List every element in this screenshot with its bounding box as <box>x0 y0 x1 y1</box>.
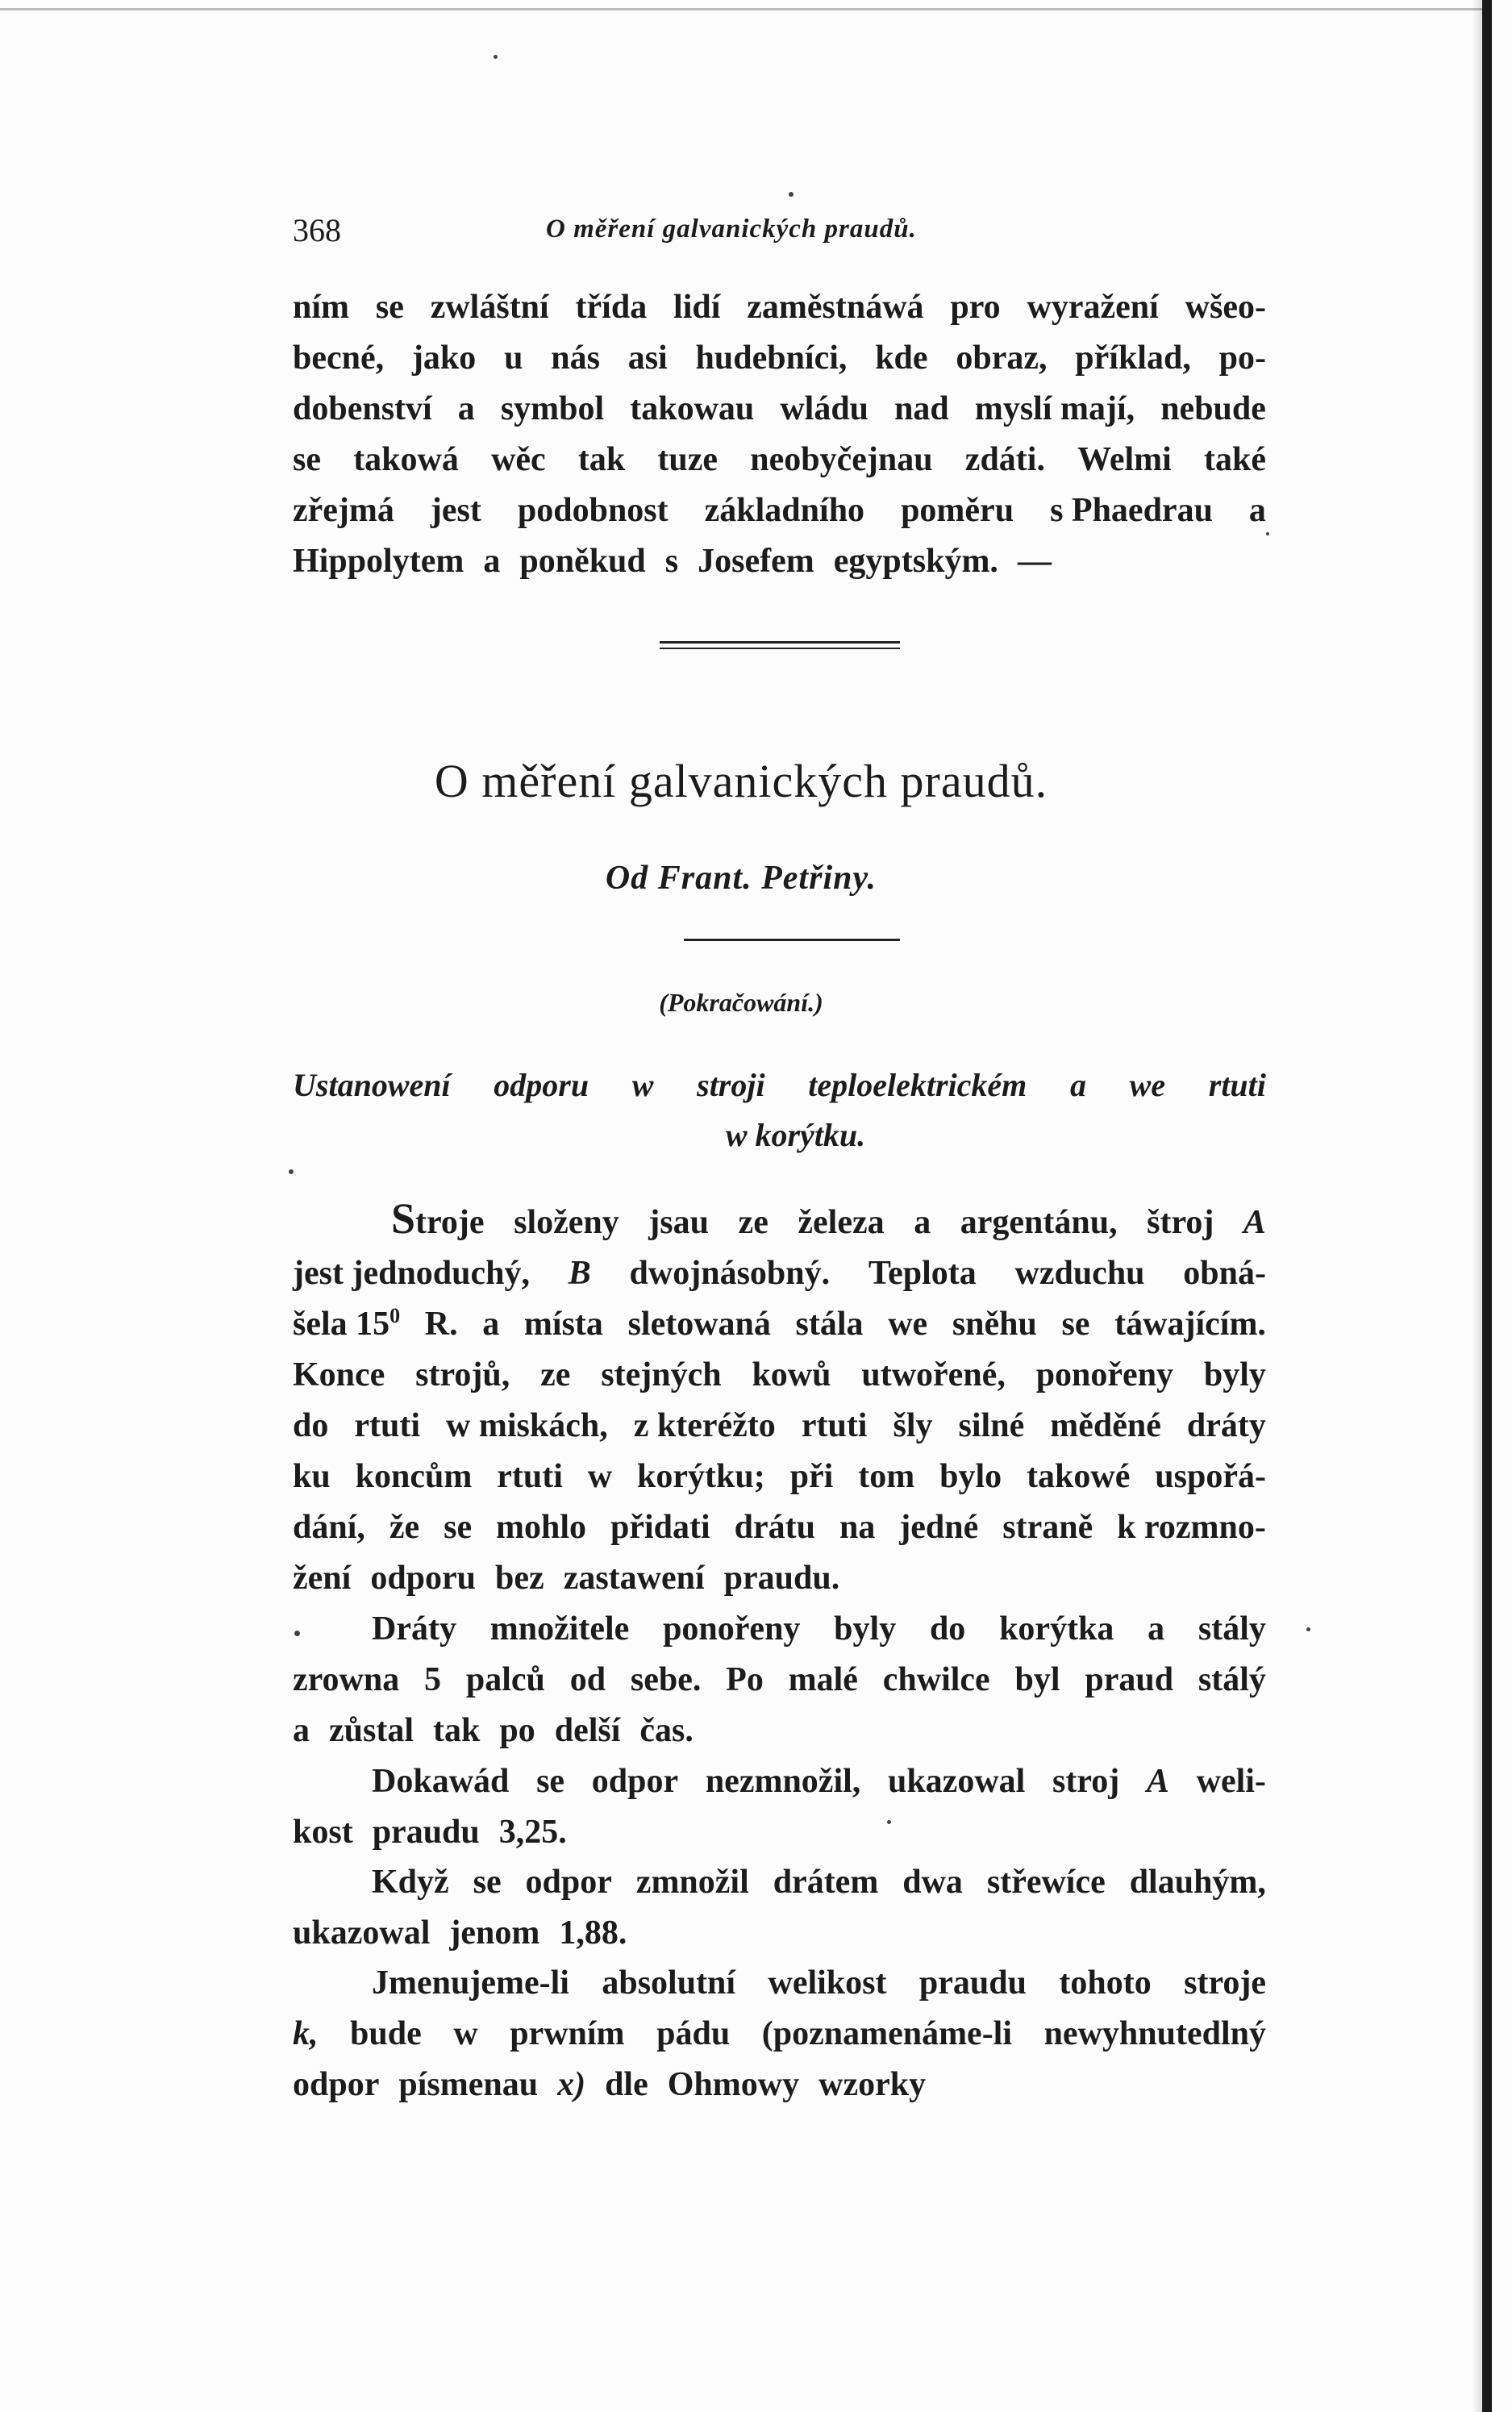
word: egyptským. <box>833 543 998 580</box>
word: praudu <box>372 1814 480 1851</box>
variable-a: A <box>1243 1204 1266 1241</box>
word: jest jednoduchý, <box>293 1255 531 1292</box>
word: táwajícím. <box>1114 1306 1266 1343</box>
word: bez <box>495 1560 544 1597</box>
text-line <box>293 384 1266 435</box>
word: do <box>293 1407 329 1444</box>
word: rtuti <box>1208 1067 1266 1103</box>
word: ponořeny <box>663 1610 801 1648</box>
word: praudu <box>918 1964 1027 2002</box>
word: stroj <box>1052 1763 1120 1800</box>
word: na <box>839 1509 876 1546</box>
word: Teplota <box>868 1255 977 1292</box>
word: stály <box>1198 1610 1266 1648</box>
word: štroj <box>1147 1204 1214 1241</box>
top-edge-line <box>0 8 1482 10</box>
scan-speck <box>289 1169 294 1174</box>
text-line <box>293 1553 1266 1604</box>
word: — <box>1017 543 1052 580</box>
word: se <box>473 1864 502 1901</box>
word: odporu <box>494 1067 589 1103</box>
word: zřejmá <box>293 492 394 529</box>
scan-speck <box>887 1820 891 1824</box>
word: tohoto <box>1059 1964 1152 2002</box>
word: Dokawád <box>372 1763 510 1800</box>
word: nebude <box>1160 390 1266 427</box>
section-heading-line-2: w korýtku. <box>725 1117 866 1153</box>
word: praudu. <box>723 1560 840 1597</box>
word: byly <box>1203 1356 1266 1393</box>
word: bylo <box>939 1458 1002 1495</box>
word: při <box>789 1458 834 1495</box>
text-line <box>293 1452 1266 1502</box>
page-number: 368 <box>293 212 341 248</box>
intro-paragraph <box>293 282 1266 587</box>
text-line <box>293 282 1266 333</box>
scan-speck <box>294 1631 300 1636</box>
word: se <box>375 289 404 326</box>
text-line <box>293 1299 1266 1350</box>
word: že <box>389 1509 420 1546</box>
page-header <box>293 211 1260 260</box>
word: Konce <box>293 1356 385 1393</box>
word: jedné <box>899 1509 979 1546</box>
word: s Phaedrau <box>1050 492 1213 529</box>
word: rtuti <box>801 1407 868 1444</box>
word: žení <box>293 1560 352 1597</box>
word: ze <box>738 1204 768 1241</box>
word: jako <box>411 340 477 377</box>
word: ponořeny <box>1035 1356 1174 1393</box>
word: strojů, <box>415 1356 510 1393</box>
word: dobenství <box>293 390 432 427</box>
word: jenom <box>449 1914 540 1952</box>
body-paragraph-3 <box>293 1756 1266 1858</box>
text-line <box>293 333 1266 384</box>
word: w miskách, <box>446 1407 608 1444</box>
variable-b: B <box>568 1255 591 1292</box>
word: weli- <box>1196 1763 1266 1800</box>
text-line <box>293 1706 1266 1756</box>
word: odpor <box>591 1763 679 1800</box>
scan-speck <box>494 55 498 59</box>
text-line <box>293 1857 1266 1908</box>
word: příklad, <box>1075 340 1191 377</box>
body-paragraph-5 <box>293 1958 1266 2110</box>
word: delší <box>554 1712 621 1749</box>
word: a <box>1248 492 1266 529</box>
word: sněhu <box>952 1306 1037 1343</box>
word: nás <box>551 340 600 377</box>
word: a <box>293 1712 310 1749</box>
variable-a: A <box>1146 1763 1169 1800</box>
variable-k: k, <box>293 2015 319 2052</box>
word: symbol <box>500 390 605 427</box>
word: pádu <box>656 2015 731 2052</box>
word: do <box>929 1610 966 1648</box>
word: Po <box>726 1661 764 1698</box>
word: tak <box>577 441 626 478</box>
word: ním <box>293 289 350 326</box>
word: wyražení <box>1027 289 1159 326</box>
article-title: O měření galvanických praudů. <box>434 755 1048 807</box>
word: tak <box>433 1712 481 1749</box>
word: tom <box>858 1458 915 1495</box>
text-line <box>293 2060 1266 2110</box>
body-paragraph-2 <box>293 1604 1266 1756</box>
text-line <box>293 1908 1266 1959</box>
text-line <box>293 485 1266 536</box>
word: obná- <box>1183 1255 1266 1292</box>
variable-x: x) <box>557 2066 586 2103</box>
word: sletowaná <box>627 1306 771 1343</box>
word: wládu <box>780 390 869 427</box>
word: pro <box>950 289 1001 326</box>
word: kost <box>293 1814 353 1851</box>
word: newyhnutedlný <box>1043 2015 1266 2052</box>
word: Jmenujeme-li <box>372 1964 569 2002</box>
word: zwláštní <box>430 289 549 326</box>
word: sebe. <box>630 1661 702 1698</box>
word: stroje <box>1184 1964 1266 2002</box>
word: Hippolytem <box>293 543 464 580</box>
word: šly <box>893 1407 933 1444</box>
word: písmenau <box>398 2066 539 2103</box>
word: střewíce <box>986 1864 1106 1901</box>
word: uspořá- <box>1155 1458 1266 1495</box>
word: poměru <box>901 492 1014 529</box>
word: prwním <box>510 2015 625 2052</box>
scan-speck <box>789 192 793 197</box>
word: jest <box>430 492 481 529</box>
word: palců <box>465 1661 545 1698</box>
word: a <box>914 1204 931 1241</box>
word: podobnost <box>517 492 669 529</box>
word: w <box>453 2015 478 2052</box>
word: drátem <box>773 1864 879 1901</box>
word: Ustanowení <box>293 1067 451 1103</box>
text-line <box>293 1350 1266 1401</box>
text-line <box>293 1194 1266 1248</box>
word: šela $15^0$ <box>293 1304 401 1343</box>
word: (poznamenáme-li <box>761 2015 1013 2052</box>
text-line <box>293 1502 1266 1553</box>
word: dle <box>605 2066 648 2103</box>
word: byl <box>1014 1661 1060 1698</box>
continuation-note: (Pokračowání.) <box>659 988 823 1017</box>
scan-speck <box>1306 1627 1310 1631</box>
word: také <box>1203 441 1266 478</box>
word: dráty <box>1186 1407 1266 1444</box>
word: jsau <box>648 1204 709 1241</box>
word: welikost <box>768 1964 887 2002</box>
word: ukazowal <box>293 1914 431 1952</box>
word: po <box>499 1712 535 1749</box>
word: železa <box>798 1204 885 1241</box>
word: zmnožil <box>635 1864 749 1901</box>
word: R. <box>424 1306 458 1343</box>
word: zůstal <box>329 1712 414 1749</box>
text-line <box>293 1401 1266 1452</box>
word: u <box>504 340 523 377</box>
word: měděné <box>1050 1407 1161 1444</box>
word: wěc <box>491 441 546 478</box>
word: 3,25. <box>498 1814 567 1851</box>
text-line <box>293 435 1266 485</box>
word: poněkud <box>519 543 646 580</box>
word: se <box>1061 1306 1090 1343</box>
word: se <box>536 1763 565 1800</box>
text-line <box>293 1958 1266 2009</box>
word: korýtka <box>999 1610 1114 1648</box>
word: zaměstnáwá <box>747 289 924 326</box>
word: obraz, <box>956 340 1048 377</box>
page-edge-shadow <box>1472 0 1482 2412</box>
word: se <box>293 441 321 478</box>
section-heading <box>293 1060 1266 1160</box>
word: straně <box>1002 1509 1093 1546</box>
scan-border-right <box>1482 0 1492 2412</box>
word: we <box>1129 1067 1166 1103</box>
word: Stroje <box>391 1194 485 1243</box>
word: a <box>1148 1610 1165 1648</box>
author-separator <box>684 939 900 941</box>
word: zrowna <box>293 1661 400 1698</box>
word: odpor <box>293 2066 380 2103</box>
degree-superscript: 0 <box>389 1304 401 1327</box>
word: becné, <box>293 340 385 377</box>
word: malé <box>788 1661 858 1698</box>
word: wzorky <box>818 2066 927 2103</box>
word: tuze <box>657 441 719 478</box>
word: stroji <box>697 1067 765 1103</box>
word: a <box>483 543 501 580</box>
word: ku <box>293 1458 331 1495</box>
word: myslí mají, <box>974 390 1135 427</box>
word: dlauhým, <box>1129 1864 1266 1901</box>
word: třída <box>575 289 648 326</box>
word: argentánu, <box>960 1204 1118 1241</box>
word: odporu <box>370 1560 477 1597</box>
word: přidati <box>610 1509 710 1546</box>
text-line <box>293 1756 1266 1807</box>
word: praud <box>1085 1661 1174 1698</box>
word: od <box>569 1661 606 1698</box>
word: byly <box>834 1610 897 1648</box>
text-line <box>293 1807 1266 1858</box>
word: zastawení <box>563 1560 705 1597</box>
word: s <box>664 543 679 580</box>
word: stála <box>795 1306 864 1343</box>
word: zdáti. <box>964 441 1045 478</box>
word: po- <box>1218 340 1266 377</box>
word: kde <box>875 340 928 377</box>
word: takowá <box>353 441 459 478</box>
text-line <box>293 1655 1266 1706</box>
section-heading-line-1 <box>293 1060 1266 1110</box>
word: a <box>482 1306 500 1343</box>
body-paragraph-1 <box>293 1194 1266 1604</box>
word: dání, <box>293 1509 365 1546</box>
word: a <box>1069 1067 1086 1103</box>
word: hudebníci, <box>695 340 848 377</box>
word: wzduchu <box>1014 1255 1145 1292</box>
word: nad <box>894 390 949 427</box>
word: we <box>888 1306 928 1343</box>
word: takowau <box>630 390 755 427</box>
body-paragraph-4 <box>293 1857 1266 1959</box>
word: neobyčejnau <box>750 441 933 478</box>
word: w <box>587 1458 613 1495</box>
word: Ohmowy <box>667 2066 800 2103</box>
word: Josefem <box>698 543 814 580</box>
word: složeny <box>514 1204 619 1241</box>
section-separator <box>660 641 900 649</box>
word: korýtku; <box>637 1458 765 1495</box>
word: utwořené, <box>861 1356 1006 1393</box>
word: z kteréžto <box>633 1407 776 1444</box>
word: w <box>631 1067 654 1103</box>
word: takowé <box>1027 1458 1131 1495</box>
word: nezmnožil, <box>705 1763 861 1800</box>
word: dwa <box>902 1864 963 1901</box>
article-author: Od Frant. Petřiny. <box>605 860 877 897</box>
text-line <box>293 536 1266 587</box>
word: absolutní <box>602 1964 736 2002</box>
word: čas. <box>639 1712 694 1749</box>
word: mohlo <box>496 1509 587 1546</box>
text-line <box>293 2009 1266 2060</box>
scan-speck <box>1266 532 1269 535</box>
word: Dráty <box>372 1610 456 1648</box>
word: ze <box>540 1356 571 1393</box>
word: základního <box>704 492 865 529</box>
word: 5 <box>424 1661 442 1698</box>
word: chwilce <box>882 1661 990 1698</box>
word: 1,88. <box>559 1914 627 1952</box>
word: teploelektrickém <box>808 1067 1027 1103</box>
word: Když <box>372 1864 449 1901</box>
word: dwojnásobný. <box>629 1255 831 1292</box>
word: Welmi <box>1077 441 1172 478</box>
word: koncům <box>355 1458 473 1495</box>
word: wšeo- <box>1185 289 1266 326</box>
text-line <box>293 1248 1266 1299</box>
word: a <box>457 390 475 427</box>
word: místa <box>523 1306 603 1343</box>
text-line <box>293 1604 1266 1655</box>
word: kowů <box>752 1356 831 1393</box>
word: rtuti <box>354 1407 421 1444</box>
word: odpor <box>525 1864 612 1901</box>
word: rtuti <box>497 1458 563 1495</box>
word: množitele <box>489 1610 630 1648</box>
word: stejných <box>601 1356 722 1393</box>
word: lidí <box>673 289 721 326</box>
word: asi <box>627 340 668 377</box>
word: ukazowal <box>887 1763 1026 1800</box>
word: se <box>444 1509 473 1546</box>
word: silné <box>958 1407 1025 1444</box>
running-head: O měření galvanických praudů. <box>546 215 917 244</box>
word: stálý <box>1198 1661 1266 1698</box>
word: bude <box>350 2015 422 2052</box>
word: drátu <box>734 1509 816 1546</box>
word: k rozmno- <box>1117 1509 1266 1546</box>
